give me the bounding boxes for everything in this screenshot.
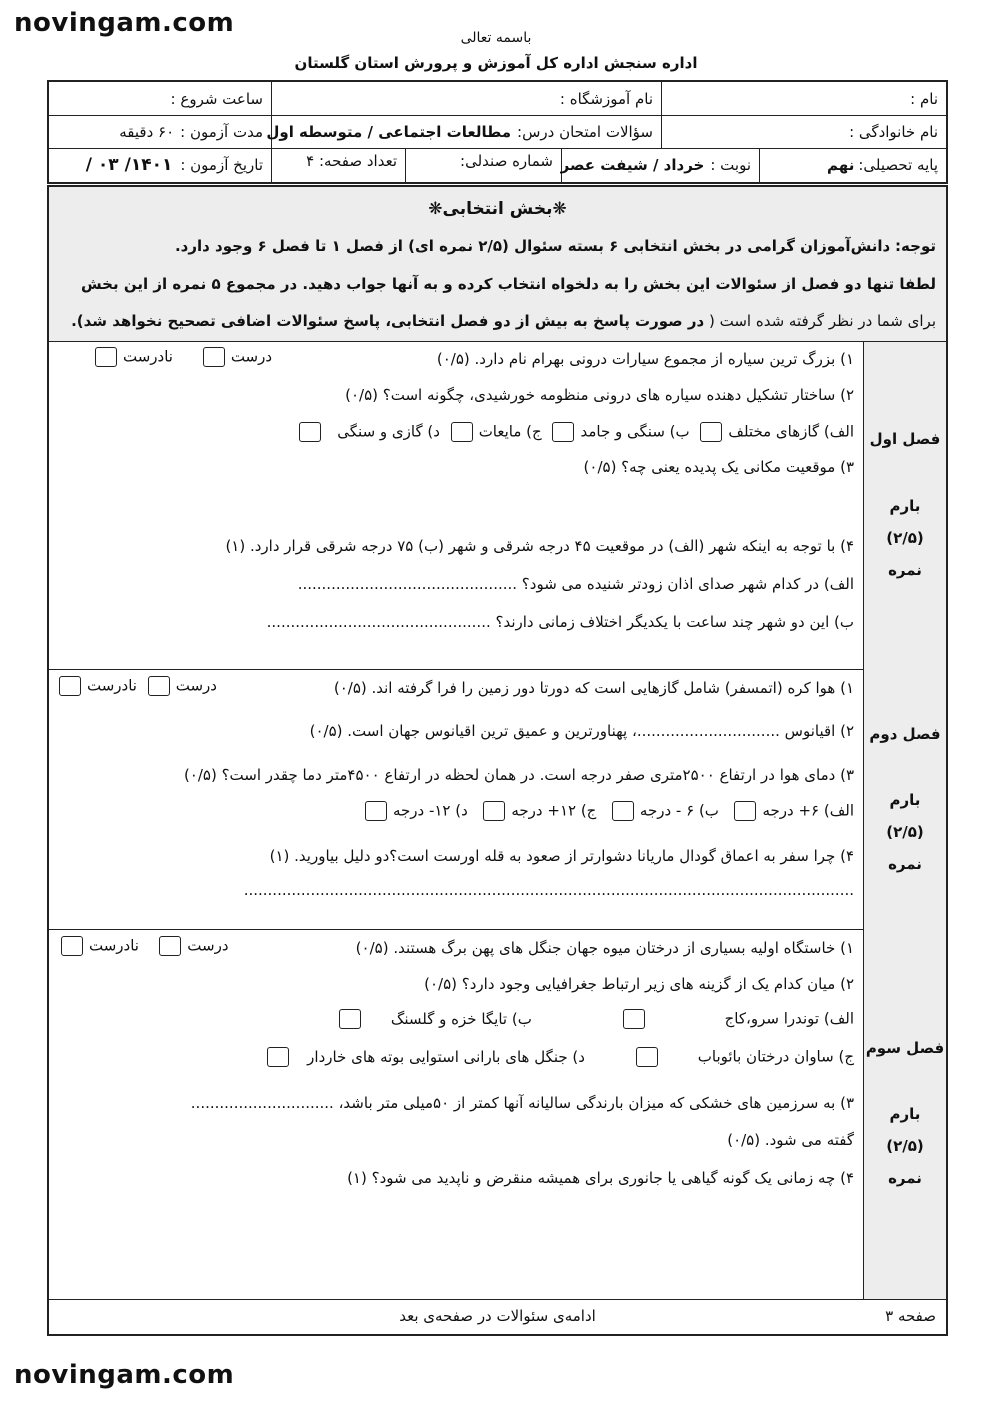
chapter-1-score-unit: نمره [888, 561, 922, 579]
name-field: نام : [661, 82, 946, 115]
option-b-checkbox[interactable] [552, 422, 574, 442]
false-checkbox[interactable] [95, 347, 117, 367]
turn-value: خرداد / شیفت عصر [560, 156, 705, 174]
turn-label: نوبت : [710, 156, 751, 174]
section-header [49, 187, 946, 342]
instruction-line-1 [59, 237, 936, 255]
watermark-top: novingam.com [14, 8, 235, 38]
student-info-table [47, 80, 948, 184]
true-checkbox[interactable] [148, 676, 170, 696]
ch1-q3: ۳) موقعیت مکانی یک پدیده یعنی چه؟ (۰/۵) [583, 458, 854, 476]
option-a-checkbox[interactable] [623, 1009, 645, 1029]
chapter-3-score-unit: نمره [888, 1169, 922, 1187]
false-checkbox[interactable] [59, 676, 81, 696]
subject-prefix: سؤالات امتحان درس: [517, 122, 653, 141]
continue-note: ادامه‌ی سئوالات در صفحه‌ی بعد [399, 1307, 596, 1325]
ch1-q1-tf: درست نادرست [89, 347, 272, 367]
option-b-checkbox[interactable] [339, 1009, 361, 1029]
section-title: ❋بخش انتخابی❋ [428, 199, 567, 219]
option-c-checkbox[interactable] [451, 422, 473, 442]
note-label: توجه: [895, 237, 936, 255]
ch2-q1: ۱) هوا کره (اتمسفر) شامل گازهایی است که دورتا دور زمین را فرا گرفته اند. (۰/۵) [333, 679, 854, 697]
ch2-q3-options: الف) ۶+ درجه ب) ۶ - درجه ج) ۱۲+ درجه د) ۱۲- درجه [359, 801, 854, 821]
chapter-3-title: فصل سوم [865, 1039, 945, 1057]
chapter-2-side [863, 669, 946, 929]
chapter-1-side [863, 342, 946, 669]
instruction-line-2: لطفا تنها دو فصل از سئوالات این بخش را به دلخواه انتخاب کرده و به آنها جواب دهید. در مجموع ۵ نمره از این بخش [80, 275, 936, 293]
subject-field [266, 115, 661, 148]
ch1-q4: ۴) با توجه به اینکه شهر (الف) در موقعیت ۴۵ درجه شرقی و شهر (ب) ۷۵ درجه شرقی قرار دارد. (۱) [225, 537, 854, 555]
pages-field: تعداد صفحه: ۴ [271, 148, 405, 182]
exam-body [47, 185, 948, 1336]
chapter-2-score-unit: نمره [888, 855, 922, 873]
watermark-bottom: novingam.com [14, 1360, 235, 1390]
date-value: ۱۴۰۱/ ۰۳ / [85, 155, 173, 175]
info-row-1 [49, 82, 946, 116]
page-footer [49, 1299, 946, 1334]
grade-label: پایه تحصیلی: [858, 156, 938, 174]
instruction-line-3: برای شما در نظر گرفته شده است ( در صورت پاسخ به بیش از دو فصل انتخابی، پاسخ سئوالات اضافی تصحیح نخواهد شد). [71, 312, 936, 330]
chapter-2-score-label: بارم [889, 791, 921, 809]
true-checkbox[interactable] [159, 936, 181, 956]
chapter-1-title: فصل اول [869, 430, 941, 448]
start-time-field: ساعت شروع : [170, 89, 263, 108]
note-text: دانش‌آموزان گرامی در بخش انتخابی ۶ بسته سئوال (۲/۵ نمره ای) از فصل ۱ تا فصل ۶ وجود دارد. [174, 237, 891, 255]
chapter-1-score: (۲/۵) [886, 529, 924, 547]
false-checkbox[interactable] [61, 936, 83, 956]
ch2-q4-answer-line: ................................................................................................................................ [243, 881, 854, 899]
chapter-3-block [49, 929, 946, 1299]
chapter-2-score: (۲/۵) [886, 823, 924, 841]
chapter-3-side [863, 929, 946, 1299]
school-field: نام آموزشگاه : [271, 82, 661, 115]
header-org: اداره سنجش اداره کل آموزش و پرورش استان گلستان [294, 54, 698, 72]
chapter-2-block [49, 669, 946, 930]
header-basmala: باسمه تعالی [460, 30, 532, 46]
info-row-3 [49, 148, 946, 182]
family-field: نام خانوادگی : [661, 115, 946, 148]
ch2-q4: ۴) چرا سفر به اعماق گودال ماریانا دشوارتر از صعود به قله اورست است؟دو دلیل بیاورید. (۱) [269, 847, 854, 865]
ch1-q4a: الف) در کدام شهر صدای اذان زودتر شنیده می شود؟ .............................................. [297, 575, 854, 593]
option-d-checkbox[interactable] [299, 422, 321, 442]
duration-value: ۶۰ دقیقه [119, 122, 175, 141]
ch3-q2: ۲) میان کدام یک از گزینه های زیر ارتباط جغرافیایی وجود دارد؟ (۰/۵) [424, 975, 854, 993]
option-a-checkbox[interactable] [700, 422, 722, 442]
page-number: صفحه ۳ [885, 1307, 936, 1325]
info-row-2 [49, 115, 946, 149]
ch3-q2-options-row1: الف) توندرا سرو،کاج ب) تایگا خزه و گلسنگ [333, 1009, 854, 1029]
date-field [49, 148, 271, 182]
option-c-checkbox[interactable] [483, 801, 505, 821]
chapter-1-block [49, 342, 946, 670]
duration-field [49, 115, 271, 148]
ch1-q2-options: الف) گازهای مختلف ب) سنگی و جامد ج) مایعات د) گازی و سنگی [293, 422, 854, 442]
ch1-q4b: ب) این دو شهر چند ساعت با یکدیگر اختلاف زمانی دارند؟ ............................................... [266, 613, 854, 631]
option-c-checkbox[interactable] [636, 1047, 658, 1067]
chapter-2-title: فصل دوم [869, 725, 941, 743]
ch1-q2: ۲) ساختار تشکیل دهنده سیاره های درونی منظومه خورشیدی، چگونه است؟ (۰/۵) [345, 386, 854, 404]
subject-name: مطالعات اجتماعی / متوسطه اول [266, 122, 512, 141]
ch1-q1: ۱) بزرگ ترین سیاره از مجموع سیارات درونی بهرام نام دارد. (۰/۵) [436, 350, 854, 368]
ch3-q3: ۳) به سرزمین های خشکی که میزان بارندگی سالیانه آنها کمتر از ۵۰میلی متر باشد، .............................. [190, 1094, 854, 1112]
option-d-checkbox[interactable] [267, 1047, 289, 1067]
ch3-q4: ۴) چه زمانی یک گونه گیاهی یا جانوری برای همیشه منقرض و ناپدید می شود؟ (۱) [347, 1169, 854, 1187]
chapter-3-score: (۲/۵) [886, 1137, 924, 1155]
ch3-q2-options-row2: ج) ساوان درختان بائوباب د) جنگل های بارانی استوایی بوته های خاردار [261, 1047, 854, 1067]
turn-field [561, 148, 759, 182]
ch2-q2: ۲) اقیانوس ..............................، پهناورترین و عمیق ترین اقیانوس جهان است. (۰/۵) [309, 722, 854, 740]
date-label: تاریخ آزمون : [180, 156, 263, 174]
grade-field [759, 148, 946, 182]
ch3-q3b: گفته می شود. (۰/۵) [727, 1131, 854, 1149]
ch3-q1-tf: درست نادرست [55, 936, 229, 956]
chapter-1-score-label: بارم [889, 497, 921, 515]
duration-label: مدت آزمون : [180, 122, 263, 141]
ch2-q3: ۳) دمای هوا در ارتفاع ۲۵۰۰متری صفر درجه است. در همان لحظه در ارتفاع ۴۵۰۰متر دما چقدر است؟ (۰/۵) [183, 766, 854, 784]
option-d-checkbox[interactable] [365, 801, 387, 821]
chapter-3-score-label: بارم [889, 1105, 921, 1123]
option-b-checkbox[interactable] [612, 801, 634, 821]
grade-value: نهم [827, 156, 855, 174]
true-checkbox[interactable] [203, 347, 225, 367]
option-a-checkbox[interactable] [734, 801, 756, 821]
ch2-q1-tf: درست نادرست [53, 676, 217, 696]
ch3-q1: ۱) خاستگاه اولیه بسیاری از درختان میوه جهان جنگل های پهن برگ هستند. (۰/۵) [355, 939, 854, 957]
seat-field: شماره صندلی: [405, 148, 561, 182]
